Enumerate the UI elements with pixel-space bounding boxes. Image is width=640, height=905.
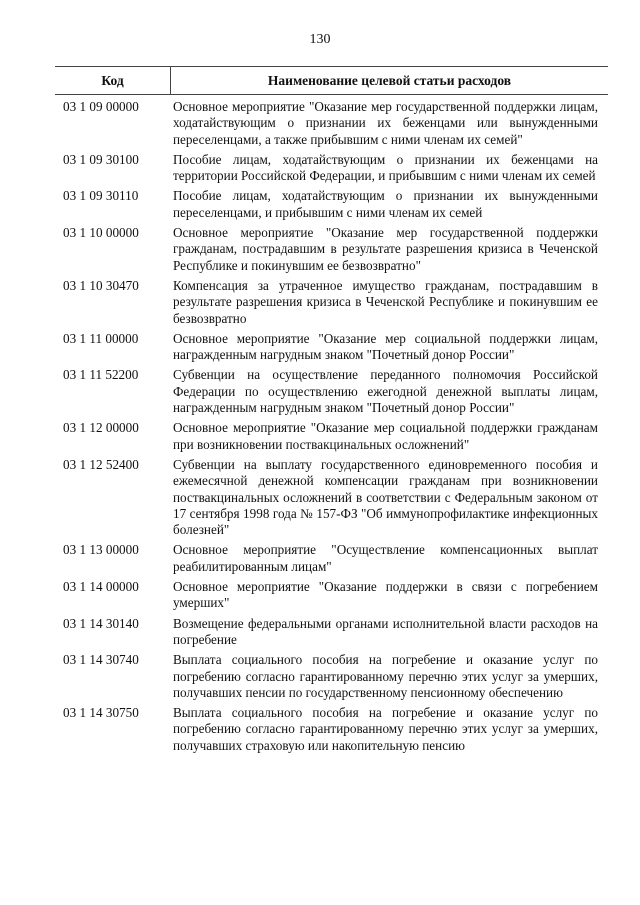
- table-row: [55, 542, 608, 575]
- row-code: 03 1 14 30750: [63, 705, 139, 721]
- row-name: Основное мероприятие "Осуществление компенсационных выплат реабилитированным лицам": [173, 542, 598, 574]
- row-name: Выплата социального пособия на погребение и оказание услуг по погребению согласно гарантированному перечню этих услуг за умерших, получавших страховую или накопительную пенсию: [173, 705, 598, 753]
- row-code: 03 1 09 30110: [63, 188, 139, 204]
- row-code: 03 1 11 00000: [63, 330, 139, 346]
- table-body: [55, 99, 608, 758]
- row-code: 03 1 10 30470: [63, 277, 139, 293]
- row-name: Выплата социального пособия на погребение и оказание услуг по погребению согласно гарантированному перечню этих услуг за умерших, получавших пенсии по государственному пенсионному обеспечению: [173, 652, 598, 700]
- row-name: Основное мероприятие "Оказание мер государственной поддержки лицам, ходатайствующим о признании их беженцами или вынужденными переселенцами, а также прибывшим с ними членам их семей": [173, 99, 598, 147]
- row-code: 03 1 12 52400: [63, 456, 139, 472]
- row-name: Основное мероприятие "Оказание поддержки в связи с погребением умерших": [173, 579, 598, 611]
- row-name: Компенсация за утраченное имущество гражданам, пострадавшим в результате разрешения кризиса в Чеченской Республике и покинувшим ее безвозвратно: [173, 277, 598, 326]
- row-code: 03 1 09 30100: [63, 151, 139, 167]
- row-name: Субвенции на осуществление переданного полномочия Российской Федерации по осуществлению ежегодной денежной выплаты лицам, награжденным нагрудным знаком "Почетный донор России": [173, 367, 598, 416]
- header-name: Наименование целевой статьи расходов: [267, 73, 512, 88]
- row-code: 03 1 14 30140: [63, 615, 139, 631]
- table-row: [55, 331, 608, 364]
- row-code: 03 1 09 00000: [63, 99, 139, 114]
- page-number: 130: [309, 32, 331, 47]
- table-row: [55, 99, 608, 148]
- row-code: 03 1 14 00000: [63, 579, 139, 595]
- row-code: 03 1 13 00000: [63, 542, 139, 558]
- table-row: [55, 457, 608, 538]
- row-name: Субвенции на выплату государственного единовременного пособия и ежемесячной денежной компенсации гражданам при возникновении поствакцинальных осложнений в соответствии с Федеральным законом от 17 сентября 1998 года № 157-ФЗ "Об иммунопрофилактике инфекционных болезней": [173, 456, 598, 538]
- table-row: [55, 152, 608, 185]
- row-name: Пособие лицам, ходатайствующим о признании их беженцами на территории Российской Федерации, и прибывшим с ними членам их семей: [173, 151, 598, 184]
- row-name: Основное мероприятие "Оказание мер социальной поддержки гражданам при возникновении поствакцинальных осложнений": [173, 420, 598, 452]
- table-row: [55, 652, 608, 701]
- header-code: Код: [55, 67, 171, 94]
- table-row: [55, 225, 608, 274]
- row-name: Возмещение федеральными органами исполнительной власти расходов на погребение: [173, 615, 598, 647]
- row-name: Основное мероприятие "Оказание мер государственной поддержки гражданам, пострадавшим в результате разрешения кризиса в Чеченской Республике и покинувшим ее безвозвратно": [173, 225, 598, 273]
- row-name: Основное мероприятие "Оказание мер социальной поддержки лицам, награжденным нагрудным знаком "Почетный донор России": [173, 330, 598, 363]
- table-row: [55, 278, 608, 327]
- row-code: 03 1 12 00000: [63, 420, 139, 436]
- table-row: [55, 188, 608, 221]
- table-row: [55, 705, 608, 754]
- row-code: 03 1 11 52200: [63, 367, 139, 383]
- row-code: 03 1 10 00000: [63, 225, 139, 241]
- row-name: Пособие лицам, ходатайствующим о признании их вынужденными переселенцами, и прибывшим с ними членам их семей: [173, 188, 598, 220]
- table-row: [55, 420, 608, 453]
- table-header: [55, 66, 608, 95]
- table-row: [55, 616, 608, 649]
- row-code: 03 1 14 30740: [63, 652, 139, 668]
- table-row: [55, 579, 608, 612]
- table-row: [55, 367, 608, 416]
